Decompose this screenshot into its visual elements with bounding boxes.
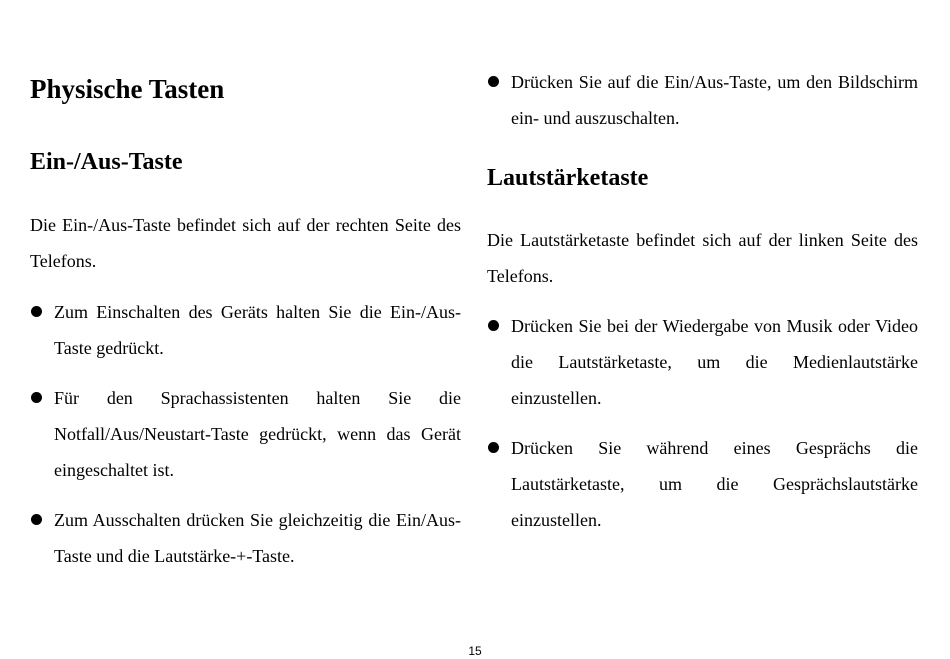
volume-key-heading: Lautstärketaste [487,165,649,191]
list-item-text: Zum Ausschalten drücken Sie gleichzeitig die Ein/Aus-Taste und die Lautstärke-+-Taste. [54,510,461,566]
list-item-text: Drücken Sie auf die Ein/Aus-Taste, um den Bildschirm ein- und auszuschalten. [511,72,918,128]
power-key-intro: Die Ein-/Aus-Taste befindet sich auf der rechten Seite des Telefons. [30,215,461,271]
bullet-icon [31,306,42,317]
list-item-text: Zum Einschalten des Geräts halten Sie die Ein-/Aus-Taste gedrückt. [54,302,461,358]
list-item-text: Drücken Sie während eines Gesprächs die Lautstärketaste, um die Gesprächslautstärke einzustellen. [511,438,918,530]
page-number: 15 [468,644,482,658]
bullet-icon [488,442,499,453]
list-item-text: Drücken Sie bei der Wiedergabe von Musik oder Video die Lautstärketaste, um die Medienlautstärke einzustellen. [511,316,918,408]
bullet-icon [31,514,42,525]
volume-key-intro: Die Lautstärketaste befindet sich auf der linken Seite des Telefons. [487,230,918,286]
list-item [30,294,461,366]
power-key-heading: Ein-/Aus-Taste [30,149,183,175]
list-item [30,380,461,488]
list-item-text: Für den Sprachassistenten halten Sie die Notfall/Aus/Neustart-Taste gedrückt, wenn das Gerät eingeschaltet ist. [54,388,461,480]
page-title: Physische Tasten [30,74,225,104]
bullet-icon [488,320,499,331]
list-item [487,430,918,538]
list-item [30,502,461,574]
list-item [487,64,918,136]
list-item [487,308,918,416]
bullet-icon [31,392,42,403]
bullet-icon [488,76,499,87]
